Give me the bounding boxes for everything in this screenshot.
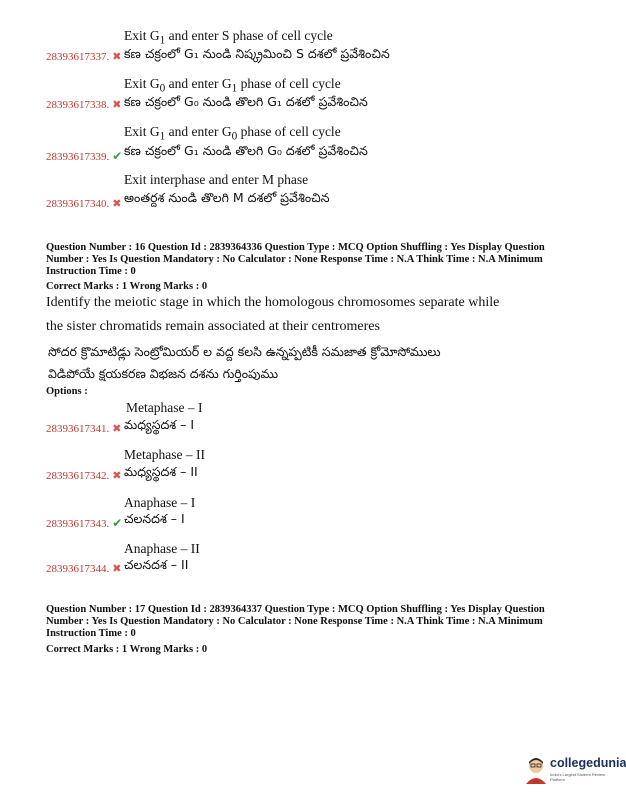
wrong-mark-icon: ✖ [112, 51, 122, 63]
wrong-mark-icon: ✖ [112, 198, 122, 210]
option-telugu: అంతర్దశ నుండి తొలగి M దశలో ప్రవేశించిన [124, 190, 330, 205]
option-telugu: కణ చక్రంలో G₁ నుండి నిష్క్రమించి S దశలో ప్రవేశించిన [124, 46, 390, 61]
option-telugu: మధ్యస్థదశ – I [124, 417, 195, 432]
wrong-mark-icon: ✖ [112, 423, 122, 435]
option-id: 28393617337. ✖ [46, 51, 122, 63]
option-telugu: చలనదశ – II [124, 557, 189, 572]
logo-tagline: India's Largest Student Review Platform [550, 772, 606, 782]
option-id: 28393617342. ✖ [46, 470, 122, 482]
question-16-text-te-2: విడిపోయే క్షయకరణ విభజన దశను గుర్తింపుము [48, 366, 279, 381]
option-id: 28393617338. ✖ [46, 99, 122, 111]
option-english: Metaphase – I [126, 400, 203, 415]
option-id: 28393617343. ✔ [46, 516, 123, 530]
option-english: Exit $G_0$ and enter $G_1$ phase of cell cycle [124, 76, 341, 95]
option-id: 28393617344. ✖ [46, 563, 122, 575]
option-id: 28393617341. ✖ [46, 423, 122, 435]
option-english: Anaphase – II [124, 541, 200, 556]
logo-name: collegedunia [550, 756, 626, 770]
option-english: Anaphase – I [124, 495, 196, 510]
wrong-mark-icon: ✖ [112, 99, 122, 111]
wrong-mark-icon: ✖ [112, 470, 122, 482]
correct-mark-icon: ✔ [112, 516, 123, 530]
option-telugu: చలనదశ – I [124, 511, 185, 526]
avatar-icon [524, 756, 548, 784]
option-id: 28393617340. ✖ [46, 198, 122, 210]
option-telugu: కణ చక్రంలో G₁ నుండి తొలగి G₀ దశలో ప్రవేశించిన [124, 143, 368, 158]
wrong-mark-icon: ✖ [112, 563, 122, 575]
question-16-text-en-1: Identify the meiotic stage in which the homologous chromosomes separate while [46, 295, 500, 310]
options-label: Options : [46, 386, 88, 397]
question-16-text-en-2: the sister chromatids remain associated at their centromeres [46, 319, 380, 334]
option-english: Exit $G_1$ and enter $G_0$ phase of cell cycle [124, 124, 341, 143]
option-english: Exit interphase and enter M phase [124, 172, 309, 187]
correct-mark-icon: ✔ [112, 149, 123, 163]
option-english: Metaphase – II [124, 447, 205, 462]
question-16-marks: Correct Marks : 1 Wrong Marks : 0 [46, 281, 208, 292]
collegedunia-logo [522, 752, 626, 792]
option-telugu: మధ్యస్థదశ – II [124, 464, 198, 479]
option-english: Exit $G_1$ and enter S phase of cell cycle [124, 28, 333, 47]
question-16-meta: Question Number : 16 Question Id : 2839364336 Question Type : MCQ Option Shuffling : Yes Display Question Number : Yes Is Question Mandatory : No Calculator : None Response Time : N.A Think Time : N.A Minimum Instruction Time : 0 [46, 242, 545, 277]
option-telugu: కణ చక్రంలో G₀ నుండి తొలగి G₁ దశలో ప్రవేశించిన [124, 94, 368, 109]
question-17-marks: Correct Marks : 1 Wrong Marks : 0 [46, 644, 208, 655]
question-17-meta: Question Number : 17 Question Id : 2839364337 Question Type : MCQ Option Shuffling : Yes Display Question Number : Yes Is Question Mandatory : No Calculator : None Response Time : N.A Think Time : N.A Minimum Instruction Time : 0 [46, 604, 545, 639]
option-id: 28393617339. ✔ [46, 149, 123, 163]
question-16-text-te-1: సోదర క్రొమాటిడ్లు సెంట్రోమియర్ ల వద్ద కలసి ఉన్నప్పటికీ సమజాత క్రోమోసోములు [48, 344, 441, 359]
